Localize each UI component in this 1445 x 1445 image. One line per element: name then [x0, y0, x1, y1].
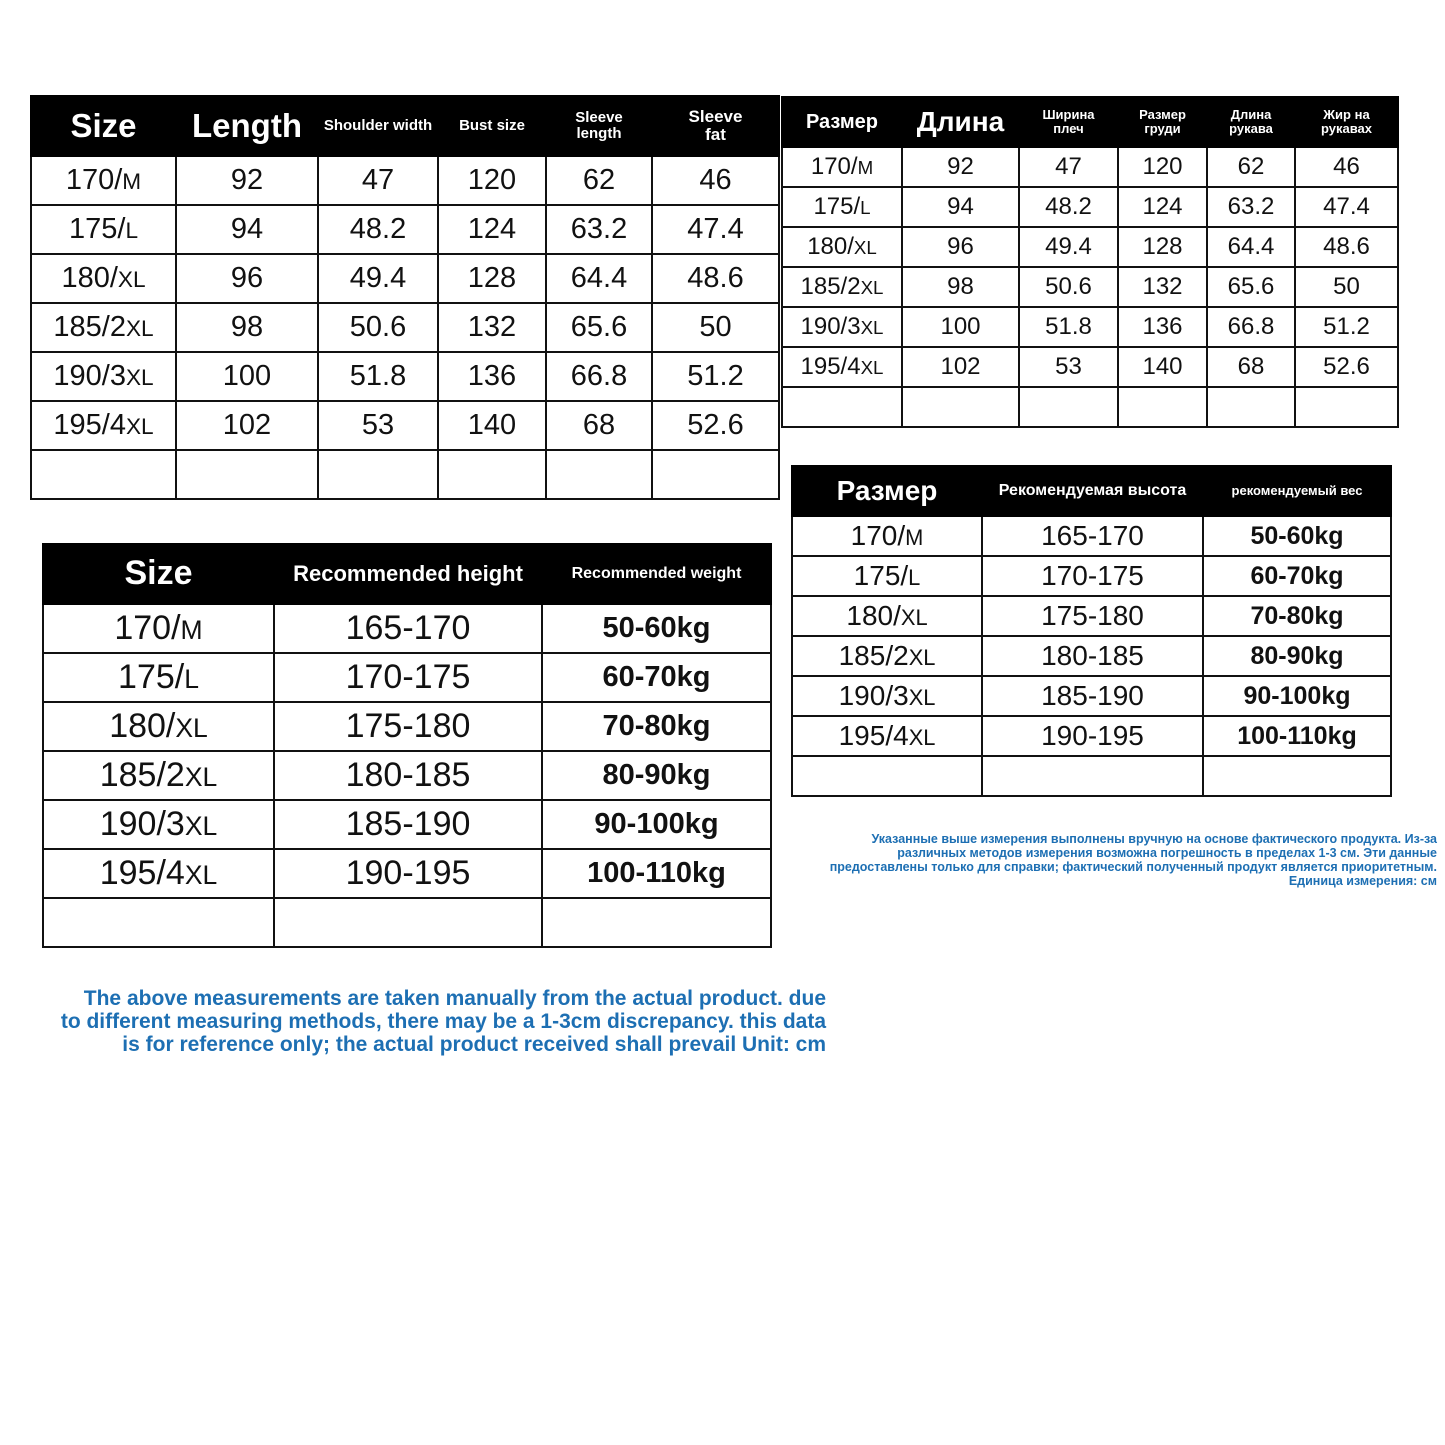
empty-cell — [1019, 387, 1118, 427]
size-cell — [31, 254, 176, 303]
value-cell: 66.8 — [1207, 307, 1295, 347]
size-number: 195/4 — [99, 854, 185, 892]
weight-cell: 80-90kg — [542, 751, 771, 800]
empty-cell — [902, 387, 1019, 427]
header-sleeve-fat: Sleeve fat — [652, 96, 779, 156]
size-cell — [782, 267, 902, 307]
value-cell: 120 — [438, 156, 546, 205]
header-rec-height-ru: Рекомендуемая высота — [982, 466, 1203, 516]
size-number: 170/ — [810, 153, 858, 180]
value-cell: 46 — [652, 156, 779, 205]
size-cell — [31, 303, 176, 352]
value-cell: 53 — [318, 401, 438, 450]
size-suffix: XL — [175, 713, 208, 743]
table-row — [43, 849, 771, 898]
size-number: 180/ — [807, 233, 854, 260]
value-cell: 51.2 — [1295, 307, 1398, 347]
size-suffix: XL — [908, 685, 936, 710]
size-cell — [792, 556, 982, 596]
weight-cell: 90-100kg — [1203, 676, 1391, 716]
size-suffix: XL — [860, 277, 884, 298]
value-cell: 120 — [1118, 147, 1207, 187]
size-number: 180/ — [846, 600, 901, 631]
header-sleeve-length-ru: Длина рукава — [1207, 97, 1295, 147]
size-suffix: XL — [184, 860, 218, 890]
table-row — [43, 751, 771, 800]
value-cell: 48.2 — [318, 205, 438, 254]
empty-cell — [982, 756, 1203, 796]
value-cell: 128 — [1118, 227, 1207, 267]
header-size-rec-ru: Размер — [792, 466, 982, 516]
table-row — [31, 156, 779, 205]
size-cell — [792, 516, 982, 556]
value-cell: 52.6 — [1295, 347, 1398, 387]
value-cell: 50 — [652, 303, 779, 352]
height-cell: 175-180 — [274, 702, 542, 751]
table-row — [31, 254, 779, 303]
value-cell: 124 — [438, 205, 546, 254]
size-suffix: XL — [908, 725, 936, 750]
size-number: 180/ — [61, 262, 118, 294]
size-cell — [782, 187, 902, 227]
size-suffix: XL — [184, 811, 218, 841]
value-cell: 53 — [1019, 347, 1118, 387]
value-cell: 96 — [902, 227, 1019, 267]
value-cell: 49.4 — [318, 254, 438, 303]
size-cell — [43, 702, 274, 751]
value-cell: 140 — [438, 401, 546, 450]
value-cell: 136 — [1118, 307, 1207, 347]
value-cell: 47.4 — [652, 205, 779, 254]
header-rec-weight-ru: рекомендуемый вес — [1203, 466, 1391, 516]
value-cell: 132 — [438, 303, 546, 352]
table-row — [792, 596, 1391, 636]
size-number: 185/2 — [838, 640, 909, 671]
size-cell — [31, 352, 176, 401]
table-row — [782, 267, 1398, 307]
size-suffix: M — [180, 615, 203, 645]
size-number: 175/ — [118, 658, 185, 696]
value-cell: 128 — [438, 254, 546, 303]
table-row — [792, 716, 1391, 756]
size-cell — [43, 849, 274, 898]
size-suffix: XL — [860, 317, 884, 338]
empty-cell — [31, 450, 176, 499]
size-number: 185/2 — [99, 756, 185, 794]
size-number: 190/3 — [53, 360, 126, 392]
empty-cell — [1203, 756, 1391, 796]
table-row — [31, 352, 779, 401]
weight-cell: 70-80kg — [542, 702, 771, 751]
table-row — [43, 702, 771, 751]
weight-cell: 60-70kg — [542, 653, 771, 702]
table-row — [31, 401, 779, 450]
note-en-line: to different measuring methods, there may be a 1-3cm discrepancy. this data — [60, 1010, 826, 1033]
size-number: 195/4 — [838, 720, 909, 751]
empty-cell — [652, 450, 779, 499]
size-suffix: XL — [117, 267, 146, 292]
size-cell — [792, 636, 982, 676]
size-number: 170/ — [65, 164, 123, 196]
size-cell — [792, 676, 982, 716]
empty-row — [43, 898, 771, 947]
height-cell: 185-190 — [982, 676, 1203, 716]
empty-row — [792, 756, 1391, 796]
value-cell: 68 — [1207, 347, 1295, 387]
size-number: 180/ — [109, 707, 176, 745]
empty-cell — [782, 387, 902, 427]
value-cell: 48.6 — [1295, 227, 1398, 267]
value-cell: 62 — [546, 156, 652, 205]
table-row — [792, 516, 1391, 556]
value-cell: 48.6 — [652, 254, 779, 303]
height-cell: 185-190 — [274, 800, 542, 849]
size-cell — [792, 596, 982, 636]
size-cell — [792, 716, 982, 756]
size-cell — [43, 604, 274, 653]
header-size-rec: Size — [43, 544, 274, 604]
measure-table-ru — [781, 96, 1399, 428]
value-cell: 98 — [176, 303, 318, 352]
size-cell — [31, 205, 176, 254]
table-row — [782, 147, 1398, 187]
value-cell: 92 — [902, 147, 1019, 187]
value-cell: 102 — [176, 401, 318, 450]
header-length-ru: Длина — [902, 97, 1019, 147]
table-row — [782, 307, 1398, 347]
table-row — [43, 800, 771, 849]
size-suffix: XL — [125, 365, 154, 390]
empty-cell — [542, 898, 771, 947]
value-cell: 63.2 — [1207, 187, 1295, 227]
value-cell: 63.2 — [546, 205, 652, 254]
empty-cell — [274, 898, 542, 947]
size-suffix: L — [125, 218, 139, 243]
weight-cell: 80-90kg — [1203, 636, 1391, 676]
value-cell: 48.2 — [1019, 187, 1118, 227]
size-number: 195/4 — [800, 353, 861, 380]
size-suffix: XL — [900, 605, 928, 630]
size-cell — [43, 800, 274, 849]
weight-cell: 60-70kg — [1203, 556, 1391, 596]
value-cell: 50.6 — [1019, 267, 1118, 307]
value-cell: 100 — [176, 352, 318, 401]
size-suffix: M — [122, 169, 142, 194]
size-suffix: XL — [125, 414, 154, 439]
value-cell: 47 — [1019, 147, 1118, 187]
measure-table-en — [30, 95, 780, 500]
size-number: 170/ — [114, 609, 181, 647]
value-cell: 51.8 — [1019, 307, 1118, 347]
size-cell — [782, 147, 902, 187]
size-number: 190/3 — [99, 805, 185, 843]
value-cell: 64.4 — [1207, 227, 1295, 267]
value-cell: 132 — [1118, 267, 1207, 307]
value-cell: 64.4 — [546, 254, 652, 303]
table-row — [43, 653, 771, 702]
value-cell: 51.2 — [652, 352, 779, 401]
header-size-ru: Размер — [782, 97, 902, 147]
value-cell: 50 — [1295, 267, 1398, 307]
empty-cell — [176, 450, 318, 499]
table-row — [43, 604, 771, 653]
empty-cell — [438, 450, 546, 499]
header-rec-weight: Recommended weight — [542, 544, 771, 604]
size-cell — [782, 307, 902, 347]
size-number: 190/3 — [838, 680, 909, 711]
height-cell: 175-180 — [982, 596, 1203, 636]
size-number: 170/ — [850, 520, 906, 551]
height-cell: 190-195 — [982, 716, 1203, 756]
height-cell: 190-195 — [274, 849, 542, 898]
size-suffix: XL — [860, 357, 884, 378]
size-suffix: M — [857, 157, 874, 178]
table-row — [792, 676, 1391, 716]
size-suffix: L — [184, 664, 199, 694]
value-cell: 47 — [318, 156, 438, 205]
size-cell — [782, 347, 902, 387]
value-cell: 49.4 — [1019, 227, 1118, 267]
value-cell: 94 — [176, 205, 318, 254]
value-cell: 62 — [1207, 147, 1295, 187]
header-rec-height: Recommended height — [274, 544, 542, 604]
header-sleeve-fat-ru: Жир на рукавах — [1295, 97, 1398, 147]
note-en-line: The above measurements are taken manually from the actual product. due — [83, 987, 826, 1010]
weight-cell: 50-60kg — [542, 604, 771, 653]
size-suffix: XL — [184, 762, 218, 792]
size-cell — [31, 401, 176, 450]
empty-cell — [1295, 387, 1398, 427]
note-en-line: is for reference only; the actual product received shall prevail Unit: cm — [122, 1033, 826, 1056]
header-size: Size — [31, 96, 176, 156]
recommend-table-ru — [791, 465, 1392, 797]
header-bust-size: Bust size — [438, 96, 546, 156]
value-cell: 96 — [176, 254, 318, 303]
value-cell: 52.6 — [652, 401, 779, 450]
size-suffix: L — [908, 565, 921, 590]
table-row — [782, 187, 1398, 227]
size-number: 195/4 — [53, 409, 126, 441]
table-row — [792, 636, 1391, 676]
value-cell: 47.4 — [1295, 187, 1398, 227]
height-cell: 170-175 — [982, 556, 1203, 596]
note-ru-line: различных методов измерения возможна погрешность в пределах 1-3 см. Эти данные — [897, 846, 1437, 860]
empty-cell — [546, 450, 652, 499]
size-cell — [43, 653, 274, 702]
recommend-table-en — [42, 543, 772, 948]
header-bust-ru: Размер груди — [1118, 97, 1207, 147]
value-cell: 140 — [1118, 347, 1207, 387]
size-suffix: XL — [853, 237, 877, 258]
value-cell: 66.8 — [546, 352, 652, 401]
height-cell: 180-185 — [274, 751, 542, 800]
size-number: 175/ — [853, 560, 909, 591]
size-number: 175/ — [68, 213, 126, 245]
empty-row — [31, 450, 779, 499]
empty-cell — [43, 898, 274, 947]
size-number: 185/2 — [53, 311, 126, 343]
size-suffix: XL — [125, 316, 154, 341]
size-number: 185/2 — [800, 273, 861, 300]
empty-cell — [1207, 387, 1295, 427]
size-cell — [31, 156, 176, 205]
weight-cell: 100-110kg — [542, 849, 771, 898]
height-cell: 170-175 — [274, 653, 542, 702]
size-suffix: XL — [908, 645, 936, 670]
note-ru-line: Указанные выше измерения выполнены вручную на основе фактического продукта. Из-за — [871, 832, 1437, 846]
table-row — [782, 227, 1398, 267]
height-cell: 180-185 — [982, 636, 1203, 676]
empty-cell — [1118, 387, 1207, 427]
size-suffix: L — [860, 197, 871, 218]
header-shoulder-ru: Ширина плеч — [1019, 97, 1118, 147]
size-number: 175/ — [813, 193, 861, 220]
value-cell: 98 — [902, 267, 1019, 307]
height-cell: 165-170 — [274, 604, 542, 653]
note-ru — [777, 832, 1437, 888]
value-cell: 65.6 — [546, 303, 652, 352]
value-cell: 51.8 — [318, 352, 438, 401]
header-sleeve-length: Sleeve length — [546, 96, 652, 156]
weight-cell: 50-60kg — [1203, 516, 1391, 556]
size-number: 190/3 — [800, 313, 861, 340]
value-cell: 124 — [1118, 187, 1207, 227]
empty-cell — [792, 756, 982, 796]
size-cell — [782, 227, 902, 267]
note-ru-line: предоставлены только для справки; фактический полученный продукт является приоритетным. — [829, 860, 1437, 874]
value-cell: 94 — [902, 187, 1019, 227]
value-cell: 100 — [902, 307, 1019, 347]
value-cell: 92 — [176, 156, 318, 205]
header-shoulder-width: Shoulder width — [318, 96, 438, 156]
table-row — [31, 205, 779, 254]
weight-cell: 90-100kg — [542, 800, 771, 849]
size-suffix: M — [905, 525, 924, 550]
empty-row — [782, 387, 1398, 427]
value-cell: 46 — [1295, 147, 1398, 187]
table-row — [31, 303, 779, 352]
empty-cell — [318, 450, 438, 499]
table-row — [792, 556, 1391, 596]
value-cell: 102 — [902, 347, 1019, 387]
weight-cell: 100-110kg — [1203, 716, 1391, 756]
table-row — [782, 347, 1398, 387]
height-cell: 165-170 — [982, 516, 1203, 556]
note-ru-line: Единица измерения: см — [1288, 874, 1437, 888]
weight-cell: 70-80kg — [1203, 596, 1391, 636]
size-cell — [43, 751, 274, 800]
value-cell: 68 — [546, 401, 652, 450]
value-cell: 50.6 — [318, 303, 438, 352]
value-cell: 65.6 — [1207, 267, 1295, 307]
note-en — [0, 987, 826, 1056]
header-length: Length — [176, 96, 318, 156]
value-cell: 136 — [438, 352, 546, 401]
